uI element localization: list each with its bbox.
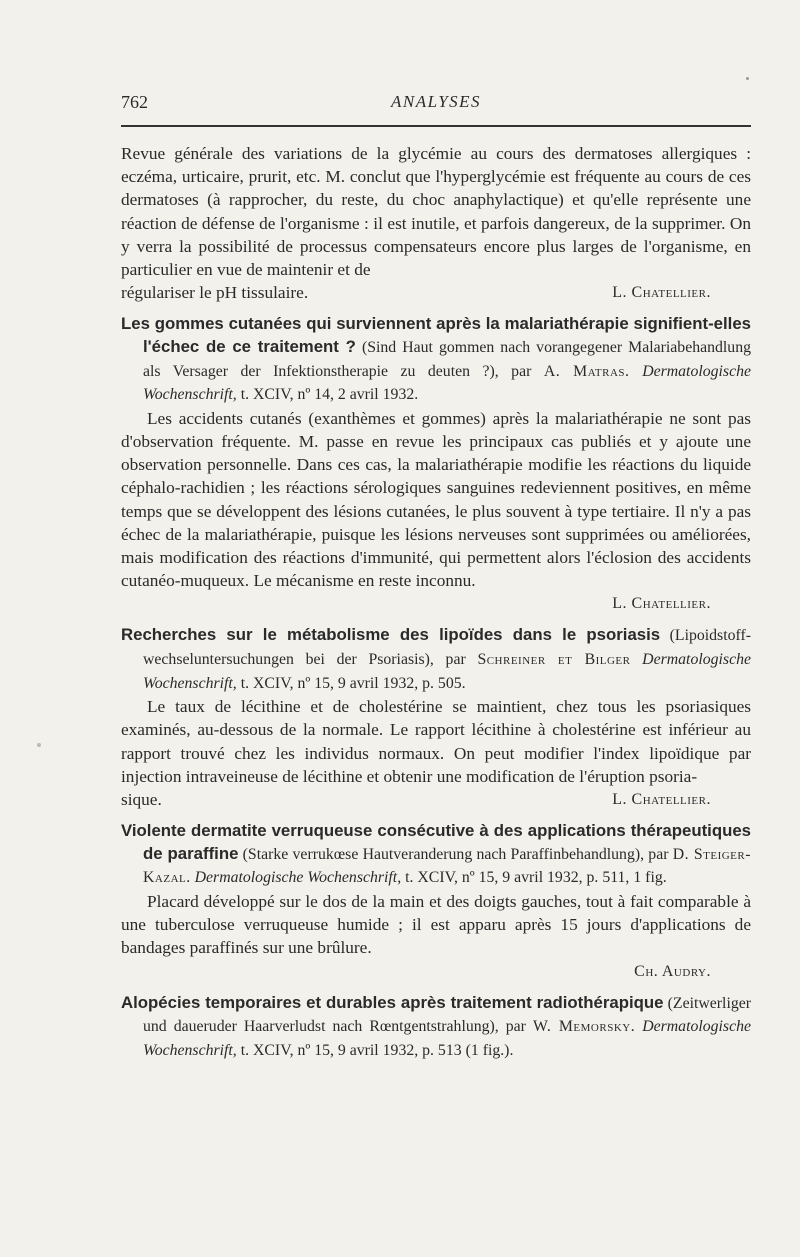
content	[121, 142, 751, 1062]
reviewer-signature: L. Chatellier.	[612, 284, 711, 302]
entry-last-line	[121, 788, 751, 811]
entry-journal: Dermatologische Wochenschrift,	[190, 869, 402, 887]
entry-title-german: (Sind Haut gommen nach vorangegener Malariabehandlung als Versager der Infektionstherapie zu deuten ?), par	[143, 339, 751, 380]
continued-review	[121, 142, 751, 304]
review-entry	[121, 992, 751, 1063]
entry-authors: Schreiner et Bilger	[477, 651, 631, 669]
entry-citation: t. XCIV, nº 15, 9 avril 1932, p. 505.	[236, 674, 466, 692]
entry-body: Les accidents cutanés (exanthèmes et gommes) après la malariathérapie ne sont pas d'observation fréquente. M. passe en revue les principaux cas publiés et y ajoute une observation personnelle. Dans ces cas, la malariathérapie modifie les réactions du liquide céphalo-rachidien ; les réactions sérologiques sanguines redeviennent positives, en même temps que se développent des lésions cutanées, le plus souvent à type tertiaire. Il n'y a pas échec de la malariathérapie, puisque les lésions nerveuses sont supprimées ou améliorées, mais modification des réactions d'immunité, qui permettent alors l'éclosion des accidents cutanéo-muqueux. Le mécanisme en reste inconnu.	[121, 408, 751, 591]
entry-citation: t. XCIV, nº 14, 2 avril 1932.	[236, 386, 419, 404]
entry-title-main: Alopécies temporaires et durables après traitement radiothérapique	[121, 992, 664, 1012]
page-number: 762	[121, 92, 148, 112]
entry-citation: t. XCIV, nº 15, 9 avril 1932, p. 511, 1 fig.	[401, 869, 667, 887]
page-speck	[746, 77, 749, 80]
review-entry	[121, 624, 751, 811]
entry-journal: Dermatologische Wochenschrift,	[143, 1018, 751, 1059]
entry-last-text: sique.	[121, 790, 162, 810]
review-body: Revue générale des variations de la glycémie au cours des dermatoses allergiques : eczéma, urticaire, prurit, etc. M. conclut que l'hyperglycémie est fréquente au cours de ces dermatoses (à rapprocher, du reste, du choc anaphylactique) et qu'elle représente une réaction de défense de l'organisme : il est inutile, et parfois dangereux, de la supprimer. On y verra la possibilité de processus compensateurs encore plus larges de l'organisme, en particulier en vue de maintenir et de	[121, 144, 751, 280]
running-title: ANALYSES	[390, 92, 482, 111]
entry-citation: t. XCIV, nº 15, 9 avril 1932, p. 513 (1 fig.).	[236, 1041, 514, 1059]
running-header	[121, 92, 751, 120]
review-last-text: régulariser le pH tissulaire.	[121, 283, 309, 303]
entry-title	[121, 624, 751, 695]
page-speck	[37, 743, 41, 747]
entry-title	[121, 992, 751, 1063]
entry-body: Placard développé sur le dos de la main et des doigts gauches, tout à fait comparable à une tuberculose verruqueuse humide ; il est apparu après 15 jours d'applications de bandages paraffinés sur une brûlure.	[121, 892, 751, 958]
entry-title-german: (Zeitwerliger und daueruder Haarverludst nach Rœntgentstrahlung), par	[143, 994, 752, 1036]
entry-title	[121, 820, 751, 890]
review-entry	[121, 820, 751, 982]
entry-title-main: Recherches sur le métabolisme des lipoïdes dans le psoriasis	[121, 625, 661, 645]
reviewer-signature: L. Chatellier.	[612, 595, 711, 613]
reviewer-signature: Ch. Audry.	[634, 962, 711, 980]
entry-title-main: Violente dermatite verruqueuse consécutive à des applications thérapeutiques de paraffine	[121, 821, 751, 863]
entry-authors: D. Steiger-Kazal.	[143, 845, 751, 887]
entry-authors: W. Memorsky.	[532, 1018, 636, 1036]
header-rule	[121, 125, 751, 127]
review-entry	[121, 313, 751, 615]
entry-authors: A. Matras.	[543, 362, 630, 380]
entry-title	[121, 313, 751, 406]
entry-journal: Dermatologische Wochenschrift,	[143, 651, 751, 692]
entry-body: Le taux de lécithine et de cholestérine se maintient, chez tous les psoriasiques examinés, au-dessous de la normale. Le rapport lécithine à cholestérine est inférieur au rapport trouvé chez les individus normaux. On peut modifier l'index lipoïdique par injection intraveineuse de lécithine et obtenir une modification de l'éruption psoria-	[121, 697, 751, 786]
review-last-line	[121, 281, 751, 304]
entry-title-main: Les gommes cutanées qui surviennent après la malariathérapie signifient-elles l'échec de ce traitement ?	[121, 314, 751, 357]
entry-title-german: (Lipoidstoff-wechseluntersuchungen bei der Psoriasis), par	[143, 627, 751, 669]
entry-journal: Dermatologische Wochenschrift,	[143, 362, 751, 404]
entry-title-german: (Starke verrukœse Hautveranderung nach Paraffinbehandlung), par	[238, 845, 673, 863]
reviewer-signature: L. Chatellier.	[612, 791, 711, 809]
